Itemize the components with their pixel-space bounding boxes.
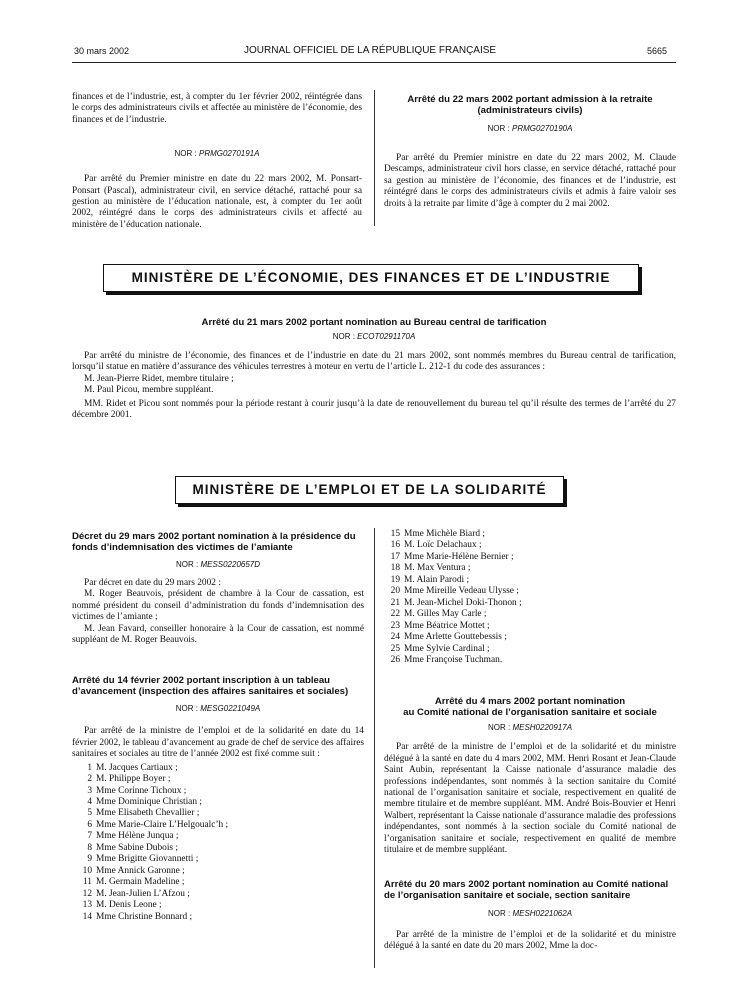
person-name: M. Jean-Julien L’Afzou ; bbox=[96, 888, 190, 899]
person-name: M. Max Ventura ; bbox=[404, 563, 471, 574]
journal-title: JOURNAL OFFICIEL DE LA RÉPUBLIQUE FRANÇAISE bbox=[244, 45, 497, 56]
top-left-column bbox=[72, 92, 362, 231]
person-name: Mme Dominique Christian ; bbox=[96, 797, 202, 808]
rank-number: 10 bbox=[82, 865, 92, 876]
rank-number: 14 bbox=[82, 911, 92, 922]
tableau-list-item bbox=[386, 540, 676, 551]
article-title: Décret du 29 mars 2002 portant nomination à la présidence du fonds d’indemnisation des victimes de l’amiante bbox=[72, 531, 356, 553]
tableau-list-item bbox=[386, 621, 676, 632]
paragraph: Par arrêté du Premier ministre en date du 22 mars 2002, M. Ponsart-Ponsart (Pascal), administrateur civil, en service détaché, rattaché pour sa gestion au ministère de l’éducation nationale, est, à compter du 1er août 2002, réintégré dans le corps des administrateurs civils et affecté au ministère de l’éducation nationale. bbox=[72, 174, 362, 230]
person-name: Mme Sabine Dubois ; bbox=[96, 842, 179, 853]
paragraph: MM. Ridet et Picou sont nommés pour la période restant à courir jusqu’à la date de renouvellement du bureau tel qu’il résulte des termes de l’arrêté du 27 décembre 2001. bbox=[72, 398, 676, 421]
person-name: M. Loïc Delachaux ; bbox=[404, 540, 482, 551]
tableau-list-item bbox=[386, 655, 676, 666]
tableau-list-item bbox=[386, 609, 676, 620]
rank-number: 5 bbox=[87, 808, 92, 819]
member-line: M. Paul Picou, membre suppléant. bbox=[84, 385, 214, 396]
paragraph: M. Roger Beauvois, président de chambre à la Cour de cassation, est nommé président du conseil d’administration du fonds d’indemnisation des victimes de l’amiante ; bbox=[72, 589, 364, 623]
nor-code: MESH0221062A bbox=[512, 908, 573, 918]
tableau-list-item bbox=[386, 586, 676, 597]
comite-article-2 bbox=[384, 879, 676, 953]
paragraph: Par décret en date du 29 mars 2002 : bbox=[84, 578, 221, 588]
bottom-left-column bbox=[72, 531, 364, 923]
rank-number: 12 bbox=[82, 888, 92, 899]
article-title: Arrêté du 22 mars 2002 portant admission à la retraite (administrateurs civils) bbox=[407, 94, 653, 116]
rank-number: 16 bbox=[390, 540, 400, 551]
continued-paragraph: finances et de l’industrie, est, à compter du 1er février 2002, réintégrée dans le corps des administrateurs civils et affectée au ministère de l’économie, des finances et de l’industrie. bbox=[72, 92, 362, 125]
tableau-list-item bbox=[386, 632, 676, 643]
person-name: Mme Marie-Hélène Bernier ; bbox=[404, 551, 514, 562]
nor-line: NOR : PRMG0270190A bbox=[487, 124, 573, 133]
rank-number: 13 bbox=[82, 900, 92, 911]
member-line: M. Jean-Pierre Ridet, membre titulaire ; bbox=[84, 373, 234, 384]
person-name: Mme Sylvie Cardinal ; bbox=[404, 643, 490, 654]
tableau-list-item bbox=[78, 889, 364, 900]
person-name: M. Jean-Michel Doki-Thonon ; bbox=[404, 597, 522, 608]
rank-number: 26 bbox=[390, 654, 400, 665]
rank-number: 25 bbox=[390, 643, 400, 654]
article-title-line1: Arrêté du 4 mars 2002 portant nomination bbox=[434, 696, 626, 708]
tableau-list-item bbox=[386, 575, 676, 586]
person-name: Mme Mireille Vedeau Ulysse ; bbox=[404, 586, 519, 597]
paragraph: Par arrêté de la ministre de l’emploi et de la solidarité et du ministre délégué à la santé en date du 4 mars 2002, MM. Henri Rosant et Jean-Claude Saint Aubin, représentant la Caisse nationale d’assurance maladie des professions indépendantes, sont nommés à la section sanitaire du Comité national de l’organisation sanitaire et sociale, respectivement en qualité de membre titulaire et de membre suppléant. MM. André Bois-Bouvier et Henri Walbert, représentant la Caisse nationale d’assurance maladie des professions indépendantes, sont nommés à la section sociale du Comité national de l’organisation sanitaire et sociale, respectivement en qualité de membre titulaire et de membre suppléant. bbox=[384, 742, 676, 856]
bottom-right-column bbox=[384, 529, 676, 952]
tableau-list-item bbox=[78, 843, 364, 854]
tableau-list-item bbox=[386, 552, 676, 563]
rank-number: 9 bbox=[87, 854, 92, 865]
paragraph: Par arrêté du Premier ministre en date du 22 mars 2002, M. Claude Descamps, administrateur civil hors classe, en service détaché, rattaché pour sa gestion au ministère de l’économie, des finances et de l’industrie, est réintégré dans le corps des administrateurs civils et admis à faire valoir ses droits à la retraite par limite d’âge à compter du 2 mai 2002. bbox=[384, 153, 676, 209]
person-name: Mme Corinne Tichoux ; bbox=[96, 785, 187, 796]
article-title: Arrêté du 21 mars 2002 portant nomination au Bureau central de tarification bbox=[201, 317, 547, 328]
person-name: M. Gilles May Carle ; bbox=[404, 609, 487, 620]
person-name: Mme Christine Bonnard ; bbox=[96, 911, 193, 922]
person-name: M. Jacques Cartiaux ; bbox=[96, 762, 178, 773]
nor-line: NOR : PRMG0270191A bbox=[174, 149, 260, 159]
rank-number: 2 bbox=[87, 774, 92, 785]
rank-number: 6 bbox=[87, 819, 92, 830]
nor-line: NOR : MESH0221062A bbox=[487, 908, 573, 918]
rank-number: 20 bbox=[390, 586, 400, 597]
rank-number: 17 bbox=[390, 551, 400, 562]
rank-number: 22 bbox=[390, 609, 400, 620]
tableau-list-item bbox=[78, 820, 364, 831]
article-title: Arrêté du 14 février 2002 portant inscription à un tableau d’avancement (inspection des affaires sanitaires et sociales) bbox=[72, 675, 349, 698]
person-name: Mme Béatrice Mottet ; bbox=[404, 620, 490, 631]
tarification-article bbox=[72, 317, 676, 421]
person-name: Mme Annick Garonne ; bbox=[96, 865, 185, 876]
tableau-list-item bbox=[78, 763, 364, 774]
person-name: Mme Françoise Tuchman. bbox=[404, 654, 503, 665]
person-name: Mme Marie-Claire L’Helgoualc’h ; bbox=[96, 819, 229, 830]
nor-code: PRMG0270191A bbox=[198, 149, 260, 159]
tableau-list-item bbox=[386, 598, 676, 609]
tableau-list-item bbox=[78, 786, 364, 797]
nor-code: MESS0220657D bbox=[200, 560, 261, 569]
person-name: Mme Arlette Gouttebessis ; bbox=[404, 632, 507, 643]
rank-number: 1 bbox=[87, 762, 92, 773]
rank-number: 18 bbox=[390, 563, 400, 574]
tableau-list-item bbox=[78, 854, 364, 865]
rank-number: 19 bbox=[390, 574, 400, 585]
rank-number: 3 bbox=[87, 785, 92, 796]
column-divider-top bbox=[374, 90, 375, 226]
person-name: Mme Hélène Junqua ; bbox=[96, 831, 179, 842]
person-name: Mme Michèle Biard ; bbox=[404, 529, 485, 539]
rank-number: 11 bbox=[82, 877, 92, 888]
rank-number: 8 bbox=[87, 842, 92, 853]
nor-line: NOR : MESG0221049A bbox=[175, 704, 261, 714]
page-number: 5665 bbox=[647, 46, 668, 56]
article-title: Arrêté du 20 mars 2002 portant nomination au Comité national de l’organisation sanitaire et sociale, section sanitaire bbox=[384, 878, 669, 901]
tableau-list-item bbox=[78, 866, 364, 877]
tableau-list-item bbox=[78, 912, 364, 923]
rank-number: 23 bbox=[390, 620, 400, 631]
tableau-list-item bbox=[78, 831, 364, 842]
header-rule bbox=[72, 62, 676, 63]
tableau-list-item bbox=[78, 797, 364, 808]
tableau-list-item bbox=[386, 644, 676, 655]
person-name: M. Germain Madeline ; bbox=[96, 877, 185, 888]
nor-code: ECOT0291170A bbox=[357, 332, 416, 341]
tableau-list-item bbox=[386, 563, 676, 574]
nor-code: PRMG0270190A bbox=[511, 124, 573, 133]
nor-line: NOR : MESS0220657D bbox=[175, 560, 261, 569]
person-name: M. Denis Leone ; bbox=[96, 900, 162, 911]
nor-line: NOR : ECOT0291170A bbox=[332, 332, 416, 341]
tableau-list-item bbox=[78, 808, 364, 819]
rank-number: 7 bbox=[87, 831, 92, 842]
article-title-line2: au Comité national de l’organisation sanitaire et sociale bbox=[403, 707, 657, 719]
tableau-list-item bbox=[78, 900, 364, 911]
person-name: Mme Brigitte Giovannetti ; bbox=[96, 854, 199, 865]
tableau-list-right bbox=[386, 529, 676, 666]
ministry-banner-economie: MINISTÈRE DE L’ÉCONOMIE, DES FINANCES ET DE L’INDUSTRIE bbox=[103, 264, 639, 292]
nor-line: NOR : MESH0220917A bbox=[487, 723, 573, 733]
paragraph: Par arrêté de la ministre de l’emploi et de la solidarité en date du 14 février 2002, le tableau d’avancement au grade de chef de service des affaires sanitaires et sociales au titre de l’année 2002 est fixé comme suit : bbox=[72, 726, 364, 760]
rank-number: 15 bbox=[390, 529, 400, 539]
rank-number: 24 bbox=[390, 632, 400, 643]
person-name: M. Alain Parodi ; bbox=[404, 574, 470, 585]
ministry-banner-emploi: MINISTÈRE DE L’EMPLOI ET DE LA SOLIDARITÉ bbox=[175, 476, 564, 504]
nor-code: MESH0220917A bbox=[512, 723, 573, 733]
person-name: M. Philippe Boyer ; bbox=[96, 774, 171, 785]
top-right-column bbox=[384, 94, 676, 210]
rank-number: 21 bbox=[390, 597, 400, 608]
nor-code: MESG0221049A bbox=[200, 704, 261, 714]
paragraph: M. Jean Favard, conseiller honoraire à la Cour de cassation, est nommé suppléant de M. Roger Beauvois. bbox=[72, 623, 364, 646]
tableau-list-item bbox=[386, 529, 676, 540]
tableau-list-item bbox=[78, 774, 364, 785]
column-divider-bottom bbox=[374, 528, 375, 968]
person-name: Mme Elisabeth Chevallier ; bbox=[96, 808, 200, 819]
tableau-list-left bbox=[78, 763, 364, 923]
paragraph: Par arrêté de la ministre de l’emploi et de la solidarité et du ministre délégué à la santé en date du 20 mars 2002, Mme la doc- bbox=[384, 929, 676, 951]
tableau-list-item bbox=[78, 877, 364, 888]
comite-article-1 bbox=[384, 696, 676, 856]
rank-number: 4 bbox=[87, 797, 92, 808]
header-date: 30 mars 2002 bbox=[74, 46, 130, 56]
paragraph: Par arrêté du ministre de l’économie, des finances et de l’industrie en date du 21 mars 2002, sont nommés membres du Bureau central de tarification, lorsqu’il statue en matière d’assurance des véhicules terrestres à moteur en vertu de l’article L. 212-1 du code des assurances : bbox=[72, 351, 676, 373]
